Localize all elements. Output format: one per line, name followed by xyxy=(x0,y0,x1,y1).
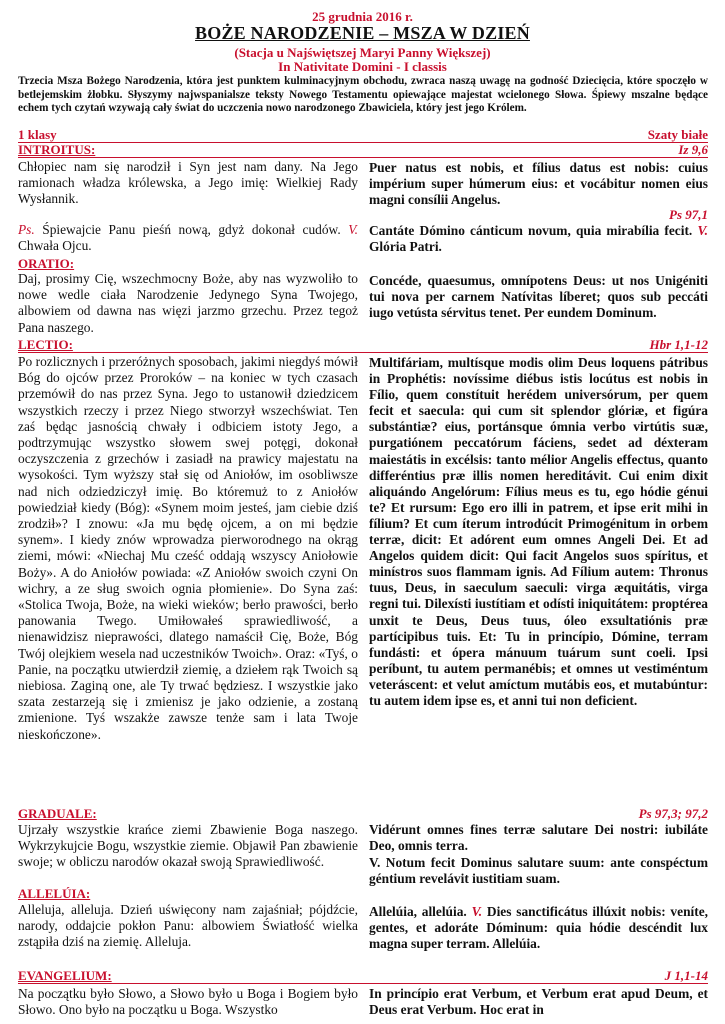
versicle-mark: V. xyxy=(697,223,708,238)
intro-paragraph: Trzecia Msza Bożego Narodzenia, która jest punktem kulminacyjnym obchodu, zwraca naszą uwagę na godność Dziecięcia, które spoczęło w betlejemskim żłobku. Słyszymy najwspanialsze teksty Nowego Testamentu opiewające majestat wcielonego Słowa. Śpiewy mszalne będące echem tych czytań wzywają cały świat do uczczenia nowo narodzonego Zbawiciela, który jest jego Królem. xyxy=(18,75,708,115)
gloria-pl: Chwała Ojcu. xyxy=(18,238,92,254)
ps-mark: Ps. xyxy=(18,222,35,237)
introitus-latin: Puer natus est nobis, et fílius datus est nobis: cuius impérium super húmerum eius: et vocábitur nomen eius magni consílii Angelus. xyxy=(369,160,708,208)
graduale-ref: Ps 97,3; 97,2 xyxy=(638,806,708,821)
evangelium-header xyxy=(18,968,708,984)
oratio-latin: Concéde, quaesumus, omnípotens Deus: ut nos Unigéniti tui nova per carnem Natívitas líberet; quos sub peccáti iugo vetústa sérvitus tenet. Per eundem Dominum. xyxy=(369,273,708,321)
vestment-color: Szaty białe xyxy=(647,127,708,142)
alleluia-latin-a: Allelúia, allelúia. xyxy=(369,904,467,919)
ps-text-pl: Śpiewajcie Panu pieśń nową, gdyż dokonał cudów. xyxy=(42,222,341,237)
graduale-label: GRADUALE: xyxy=(18,806,97,821)
evangelium-latin: In princípio erat Verbum, et Verbum erat apud Deum, et Deus erat Verbum. Hoc erat in xyxy=(369,986,708,1018)
latin-subtitle: In Nativitate Domini - I classis xyxy=(278,59,447,74)
evangelium-label: EVANGELIUM: xyxy=(18,968,112,983)
versicle-mark: V. xyxy=(348,222,358,237)
lectio-polish: Po rozlicznych i przeróżnych sposobach, jakimi niegdyś mówił Bóg do ojców przez Proroków – na koniec w tych czasach przemówił do nas przez Syna. Jego to ustanowił dziedzicem wszystkich rzeczy i przez Niego stworzył wszechświat. Ten zaś będąc jasnością chwały i odbiciem istoty Jego, a podtrzymując wszystko słowem swej potęgi, dokonał oczyszczenia z grzechów i zasiadł na prawicy majestatu na wysokości. Tym wyższy stał się od Aniołów, im osobliwsze nad nich odziedziczył imię. Bo któremuż to z Aniołów powiedział kiedy (Bóg): «Synem moim jesteś, jam ciebie dziś zrodził»? I znowu: «Ja mu będę ojcem, a on mi będzie synem». I kiedy znów wprowadza pierworodnego na okrąg ziemi, mówi: «Niechaj Mu cześć oddają wszyscy Aniołowie Boży». A do Aniołów powiada: «Z Aniołów swoich czyni On wichry, a ze sług swoich ognia płomienie». Do Syna zaś: «Stolica Twoja, Boże, na wieki wieków; berło prawości, berło panowania Twego. Umiłowałeś sprawiedliwość, a nienawidzisz nieprawości, dlatego namaścił Cię, Boże, Bóg Twój olejkiem wesela nad uczestników Twoich». Oraz: «Tyś, o Panie, na początku utwierdził ziemię, a dziełem rąk Twoich są niebiosa. Zaginą one, ale Ty trwać będziesz. I wszystkie jako szata zestarzeją się i zmienisz je jako odzienie, a zostaną zmienione. Tyś wszakże zawsze tenże sam i lata Twoje nieskończone». xyxy=(18,354,358,742)
lectio-ref: Hbr 1,1-12 xyxy=(649,337,708,352)
lectio-label: LECTIO: xyxy=(18,337,73,352)
graduale-polish: Ujrzały wszystkie krańce ziemi Zbawienie Boga naszego. Wykrzykujcie Bogu, wszystkie ziemie. Objawił Pan zbawienie swoje; w obliczu narodów okazał swoją Sprawiedliwość. xyxy=(18,822,358,870)
page-title: BOŻE NARODZENIE – MSZA W DZIEŃ xyxy=(195,23,530,43)
oratio-polish: Daj, prosimy Cię, wszechmocny Boże, aby nas wyzwoliło to nowe wedle ciała Narodzenie Jedynego Syna Twojego, albowiem od dawna nas więzi jarzmo grzechu. Przez tegoż Pana naszego. xyxy=(18,271,358,335)
evangelium-polish: Na początku było Słowo, a Słowo było u Boga i Bogiem było Słowo. Ono było na początku u Boga. Wszystko xyxy=(18,986,358,1018)
alleluia-label: ALLELÚIA: xyxy=(18,886,91,901)
introitus-polish: Chłopiec nam się narodził i Syn jest nam dany. Na Jego ramionach władza królewska, a Jego imię: Wielkiej Rady Wysłannik. xyxy=(18,159,358,207)
gloria-la: Glória Patri. xyxy=(369,239,442,255)
introitus-psalm-latin xyxy=(369,223,708,255)
introitus-psalm-polish xyxy=(18,222,358,254)
graduale-latin-2: V. Notum fecit Dominus salutare suum: ante conspéctum géntium revelávit iustitiam suam. xyxy=(369,855,708,887)
alleluia-latin-b: Dies sanctificátus illúxit nobis: veníte, gentes, et adoráte Dóminum: quia hódie descéndit lux magna super terram. Allelúia. xyxy=(369,904,708,952)
introitus-label: INTROITUS: xyxy=(18,142,96,157)
ps-text-la: Cantáte Dómino cánticum novum, quia mirabília fecit. xyxy=(369,223,693,238)
date: 25 grudnia 2016 r. xyxy=(312,9,413,24)
class-row xyxy=(18,127,708,143)
lectio-header xyxy=(18,337,708,353)
statio-subtitle: (Stacja u Najświętszej Maryi Panny Większej) xyxy=(234,45,491,60)
alleluia-polish: Alleluja, alleluja. Dzień uświęcony nam zajaśniał; pójdźcie, narody, oddajcie pokłon Panu: albowiem Światłość wielka zstąpiła dziś na ziemię. Alleluja. xyxy=(18,902,358,950)
oratio-label: ORATIO: xyxy=(18,256,75,271)
evangelium-ref: J 1,1-14 xyxy=(664,968,708,983)
introitus-ref: Iz 9,6 xyxy=(678,142,708,157)
lectio-latin: Multifáriam, multísque modis olim Deus loquens pátribus in Prophétis: novíssime diébus istis locútus est nobis in Fílio, quem constítuit herédem universórum, per quem fecit et saecula: qui cum sit splendor glóriæ, et figúra substántiæ? eius, portánsque ómnia verbo virtútis suæ, purgatiónem peccatórum fáciens, sedet ad déxteram maiestátis in excélsis: tanto mélior Angelis effectus, quanto differéntius præ illis nomen hereditávit. Cui enim dixit aliquándo Angelórum: Fílius meus es tu, ego hódie génui te? Et rursum: Ego ero illi in patrem, et ipse erit mihi in fílium? Et cum íterum introdúcit Primogénitum in orbem terræ, dicit: Et adórent eum omnes Angeli Dei. Et ad Angelos quidem dicit: Qui facit Angelos suos spíritus, et minístros suos flammam ignis. Ad Fílium autem: Thronus tuus, Deus, in saeculum saeculi: virga æquitátis, virga regni tui. Dilexísti iustítiam et odísti iniquitátem: proptérea unxit te Deus, Deus tuus, óleo exsultatiónis præ partícipibus tuis. Et: Tu in princípio, Dómine, terram fundásti: et ópera mánuum tuárum sunt coeli. Ipsi períbunt, tu autem permanébis; et omnes ut vestiméntum veteráscent: et velut amíctum mutábis eos, et mutabúntur: tu autem idem ipse es, et anni tui non deficient. xyxy=(369,355,708,708)
alleluia-latin xyxy=(369,904,708,953)
introitus-psalm-ref: Ps 97,1 xyxy=(669,207,708,222)
class-rank: 1 klasy xyxy=(18,127,57,142)
versicle-mark: V. xyxy=(471,904,483,919)
graduale-latin-1: Vidérunt omnes fines terræ salutare Dei nostri: iubiláte Deo, omnis terra. xyxy=(369,822,708,854)
introitus-header xyxy=(18,142,708,158)
